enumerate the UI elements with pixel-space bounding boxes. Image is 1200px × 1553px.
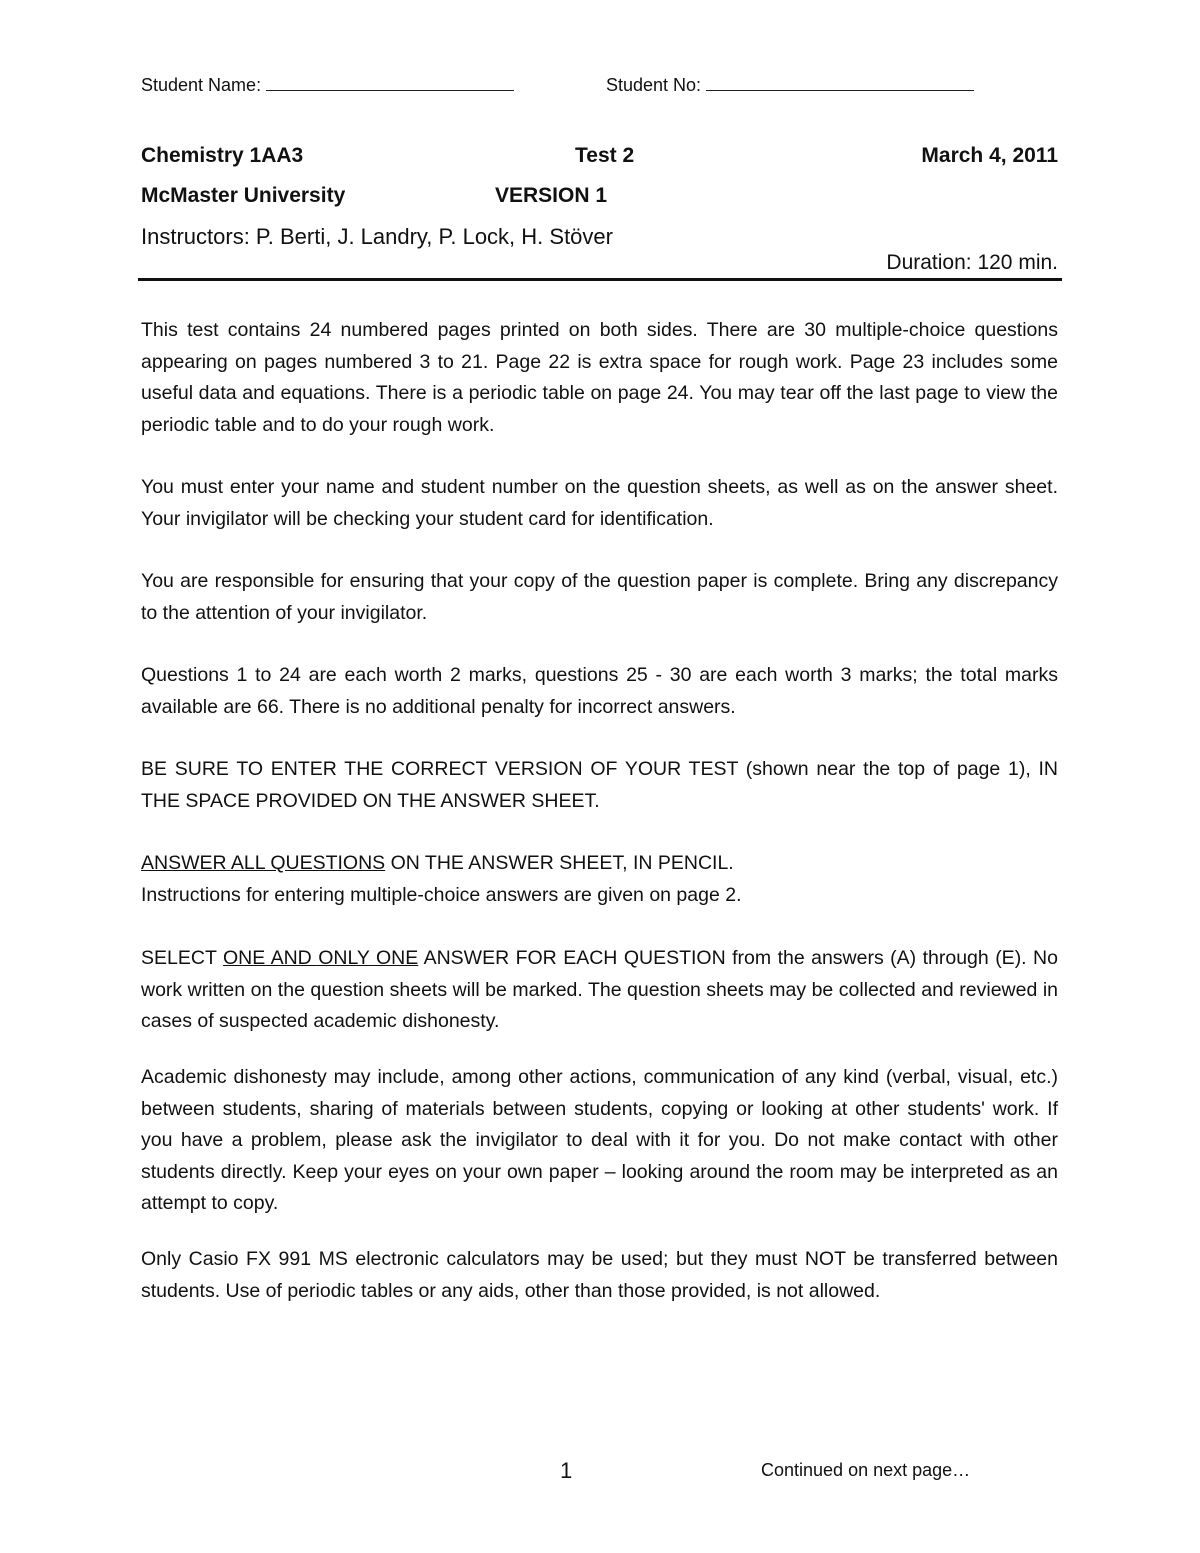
duration-label: Duration: 120 min. <box>886 251 1058 274</box>
paragraph-version-notice: BE SURE TO ENTER THE CORRECT VERSION OF YOUR TEST (shown near the top of page 1), IN THE SPACE PROVIDED ON THE ANSWER SHEET. <box>141 758 1058 812</box>
student-name-field <box>141 72 514 96</box>
paragraph-academic-dishonesty: Academic dishonesty may include, among other actions, communication of any kind (verbal, visual, etc.) between students, sharing of materials between students, copying or looking at other students' work. If you have a problem, please ask the invigilator to deal with it for you. Do not make contact with other students directly. Keep your eyes on your own paper – looking around the room may be interpreted as an attempt to copy. <box>141 1066 1058 1214</box>
select-start: SELECT <box>141 947 223 969</box>
student-no-blank[interactable] <box>706 72 974 91</box>
answer-all-underlined: ANSWER ALL QUESTIONS <box>141 852 386 874</box>
student-name-label: Student Name: <box>141 75 262 95</box>
answer-all-rest: ON THE ANSWER SHEET, IN PENCIL. <box>385 852 734 874</box>
student-name-blank[interactable] <box>266 72 514 91</box>
paragraph-completeness: You are responsible for ensuring that your copy of the question paper is complete. Bring any discrepancy to the attention of your invigilator. <box>141 570 1058 624</box>
paragraph-calculators: Only Casio FX 991 MS electronic calculators may be used; but they must NOT be transferred between students. Use of periodic tables or any aids, other than those provided, is not allowed. <box>141 1248 1058 1302</box>
page-number: 1 <box>560 1458 573 1483</box>
paragraph-pages-info: This test contains 24 numbered pages printed on both sides. There are 30 multiple-choice questions appearing on pages numbered 3 to 21. Page 22 is extra space for rough work. Page 23 includes some useful data and equations. There is a periodic table on page 24. You may tear off the last page to view the periodic table and to do your rough work. <box>141 319 1058 436</box>
student-no-label: Student No: <box>606 75 702 95</box>
paragraph-answer-all <box>141 848 1058 911</box>
one-and-only-one-underlined: ONE AND ONLY ONE <box>222 947 419 969</box>
test-title: Test 2 <box>575 144 635 167</box>
instructions-line: Instructions for entering multiple-choice answers are given on page 2. <box>141 883 742 906</box>
student-no-field <box>606 72 974 96</box>
instructors-line: Instructors: P. Berti, J. Landry, P. Lock, H. Stöver <box>141 224 613 249</box>
course-title: Chemistry 1AA3 <box>141 144 304 167</box>
select-rest: ANSWER FOR EACH QUESTION from the answers (A) through (E). No work written on the question sheets will be marked. The question sheets may be collected and reviewed in cases of suspected academic dishonesty. <box>141 947 1058 1032</box>
paragraph-marks: Questions 1 to 24 are each worth 2 marks, questions 25 - 30 are each worth 3 marks; the total marks available are 66. There is no additional penalty for incorrect answers. <box>141 664 1058 718</box>
test-date: March 4, 2011 <box>921 144 1058 167</box>
paragraph-select-one <box>141 943 1058 1038</box>
continued-note: Continued on next page… <box>761 1460 971 1480</box>
paragraph-name-entry: You must enter your name and student number on the question sheets, as well as on the answer sheet. Your invigilator will be checking your student card for identification. <box>141 476 1058 530</box>
university-name: McMaster University <box>141 184 346 207</box>
version-label: VERSION 1 <box>495 184 608 207</box>
header-divider <box>138 278 1062 281</box>
